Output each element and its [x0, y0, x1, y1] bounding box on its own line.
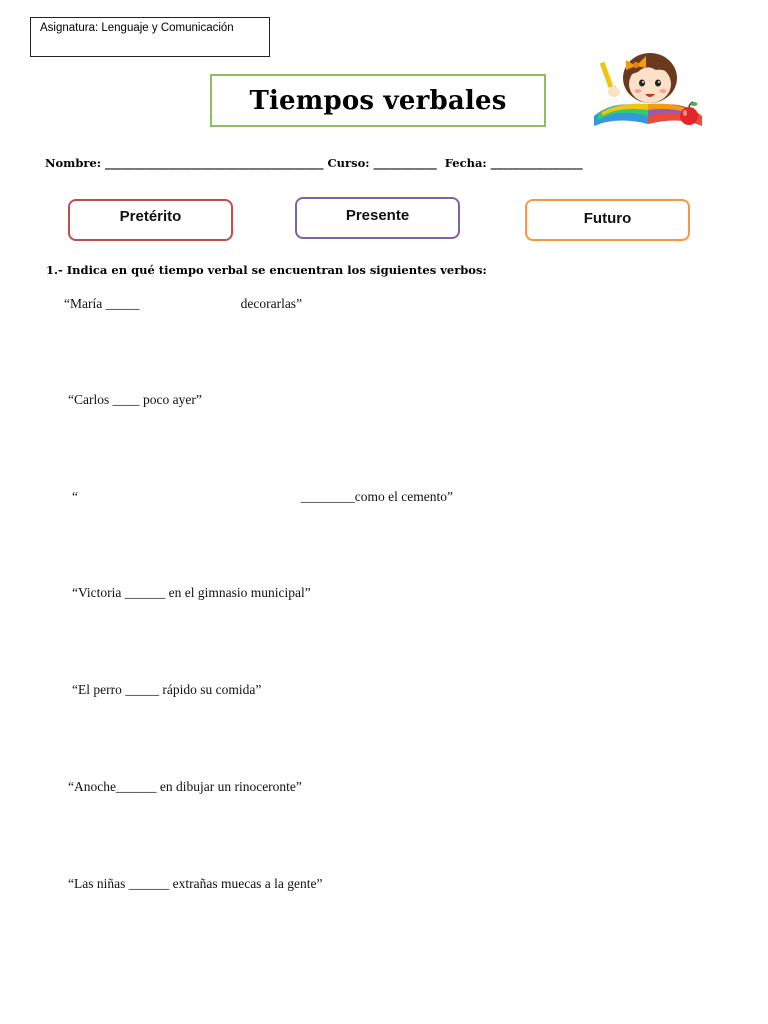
exercise-item: “El perro _____ rápido su comida”	[72, 682, 262, 697]
page-title: Tiempos verbales	[249, 85, 507, 116]
tense-label-futuro: Futuro	[583, 210, 632, 227]
question-1: 1.- Indica en qué tiempo verbal se encuentran los siguientes verbos:	[46, 263, 487, 277]
title-box	[210, 74, 546, 127]
tense-box-preterito	[68, 199, 233, 241]
exercise-item: “ ________como el cemento”	[72, 489, 453, 504]
exercise-item: “Las niñas ______ extrañas muecas a la gente”	[68, 876, 323, 891]
exercise-item: “Victoria ______ en el gimnasio municipal”	[72, 585, 311, 600]
tense-label-presente: Presente	[345, 207, 410, 224]
tense-box-presente	[295, 197, 460, 239]
girl-reading-book-icon	[586, 46, 708, 130]
tense-box-futuro	[525, 199, 690, 241]
subject-label: Asignatura: Lenguaje y Comunicación	[40, 22, 234, 34]
exercise-item: “María _____ decorarlas”	[64, 296, 303, 311]
tense-label-preterito: Pretérito	[119, 208, 182, 225]
subject-box	[30, 17, 270, 57]
exercise-item: “Carlos ____ poco ayer”	[68, 392, 202, 407]
exercise-item: “Anoche______ en dibujar un rinoceronte”	[68, 779, 302, 794]
student-info-line: Nombre: ______________________________________ Curso: ___________ Fecha: ________________	[45, 156, 583, 170]
